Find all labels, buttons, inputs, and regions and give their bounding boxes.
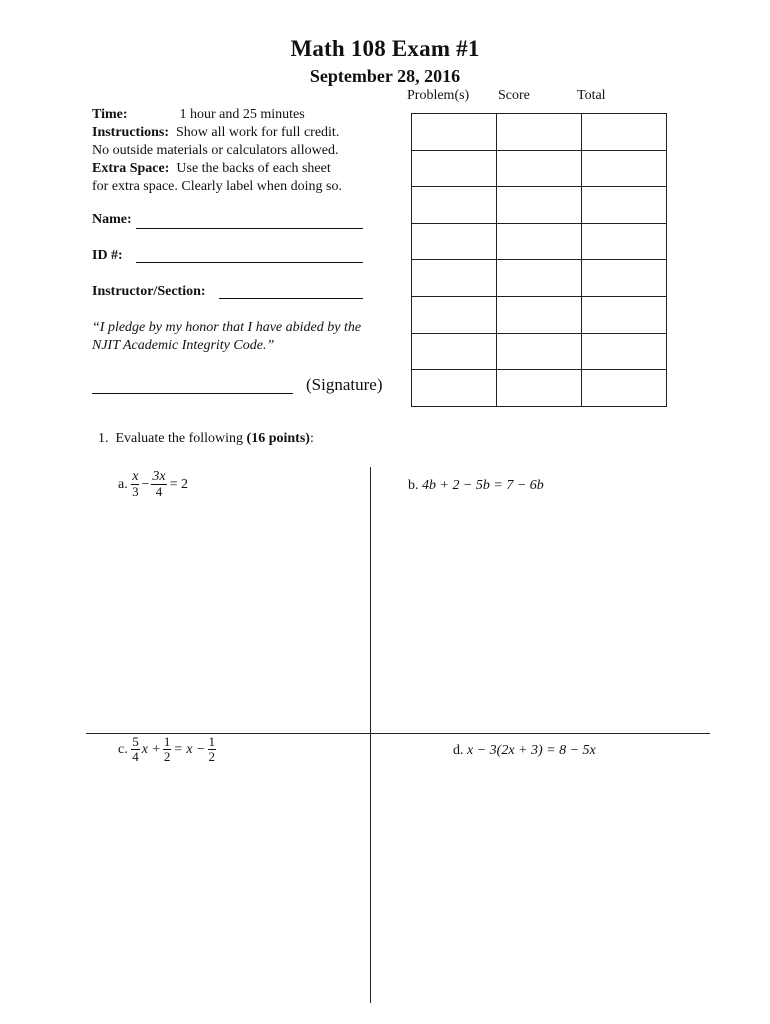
column-header-total: Total [577, 88, 606, 103]
exam-info [92, 106, 342, 196]
problem-cell[interactable] [412, 370, 497, 407]
score-cell[interactable] [497, 114, 582, 151]
horizontal-divider [86, 733, 710, 734]
fraction: $\frac{5}{4}$ [132, 734, 139, 764]
minus-sign: − [141, 476, 150, 492]
problem-c-label: c. [118, 741, 128, 757]
problem-c [118, 735, 216, 764]
problem-cell[interactable] [412, 150, 497, 187]
time-label: Time: [92, 107, 128, 122]
vertical-divider [370, 467, 371, 1003]
total-cell[interactable] [582, 260, 667, 297]
score-table [411, 113, 667, 407]
total-cell[interactable] [582, 187, 667, 224]
id-label: ID #: [92, 248, 123, 263]
score-row [412, 150, 667, 187]
signature-label: (Signature) [306, 375, 383, 394]
problem-cell[interactable] [412, 114, 497, 151]
problem-cell[interactable] [412, 260, 497, 297]
total-cell[interactable] [582, 370, 667, 407]
score-cell[interactable] [497, 223, 582, 260]
problem-a [118, 470, 188, 499]
instructions-value: Show all work for full credit. [176, 125, 340, 140]
score-row [412, 333, 667, 370]
total-cell[interactable] [582, 114, 667, 151]
problem-b-equation: 4b + 2 − 5b = 7 − 6b [422, 478, 544, 493]
problem-cell[interactable] [412, 296, 497, 333]
equation-term: x + [141, 741, 161, 757]
score-cell[interactable] [497, 187, 582, 224]
extra-space-value: Use the backs of each sheet [176, 161, 331, 176]
problem-b [408, 478, 544, 494]
score-cell[interactable] [497, 260, 582, 297]
pledge-line1: “I pledge by my honor that I have abided by the [92, 320, 362, 335]
question-text: Evaluate the following [115, 431, 244, 446]
question-colon: : [309, 431, 314, 446]
total-cell[interactable] [582, 223, 667, 260]
problem-cell[interactable] [412, 333, 497, 370]
question-number: 1. [98, 431, 109, 446]
extra-space-label: Extra Space: [92, 161, 170, 176]
fraction: $\frac{x}{3}$ [132, 469, 139, 499]
fraction: $\frac{1}{2}$ [208, 734, 215, 764]
fraction: $\frac{1}{2}$ [163, 734, 171, 764]
exam-title: Math 108 Exam #1 [290, 36, 480, 61]
column-header-problems: Problem(s) [407, 88, 470, 103]
problem-d-equation: x − 3(2x + 3) = 8 − 5x [467, 743, 596, 758]
id-field[interactable] [136, 262, 363, 263]
score-row [412, 296, 667, 333]
score-row [412, 187, 667, 224]
problem-d-label: d. [453, 743, 464, 758]
problem-cell[interactable] [412, 223, 497, 260]
extra-space-line [92, 160, 342, 178]
question-1-prompt [98, 431, 314, 447]
score-row [412, 114, 667, 151]
pledge-line2: NJIT Academic Integrity Code.” [92, 338, 275, 353]
problem-a-label: a. [118, 476, 128, 492]
problem-b-label: b. [408, 478, 419, 493]
score-cell[interactable] [497, 333, 582, 370]
equation-term: = x − [173, 741, 206, 757]
instructions-line2: No outside materials or calculators allowed. [92, 143, 339, 158]
total-cell[interactable] [582, 333, 667, 370]
score-row [412, 260, 667, 297]
problem-cell[interactable] [412, 187, 497, 224]
question-points: (16 points) [246, 431, 310, 446]
problem-d [453, 743, 596, 759]
exam-date: September 28, 2016 [309, 66, 461, 86]
time-line [92, 106, 342, 124]
column-header-score: Score [498, 88, 530, 103]
time-value: 1 hour and 25 minutes [179, 107, 305, 122]
name-label: Name: [92, 212, 132, 227]
score-row [412, 223, 667, 260]
equation-rhs: = 2 [169, 476, 188, 492]
extra-space-line2: for extra space. Clearly label when doing so. [92, 179, 342, 194]
instructor-field[interactable] [219, 298, 363, 299]
fraction: $\frac{3x}{4}$ [152, 469, 166, 499]
instructions-line [92, 124, 342, 142]
score-row [412, 370, 667, 407]
instructions-label: Instructions: [92, 125, 170, 140]
honor-pledge [92, 319, 361, 355]
total-cell[interactable] [582, 296, 667, 333]
name-field[interactable] [136, 228, 363, 229]
signature-field[interactable] [92, 393, 293, 394]
score-cell[interactable] [497, 296, 582, 333]
score-cell[interactable] [497, 370, 582, 407]
instructor-label: Instructor/Section: [92, 284, 206, 299]
total-cell[interactable] [582, 150, 667, 187]
score-cell[interactable] [497, 150, 582, 187]
